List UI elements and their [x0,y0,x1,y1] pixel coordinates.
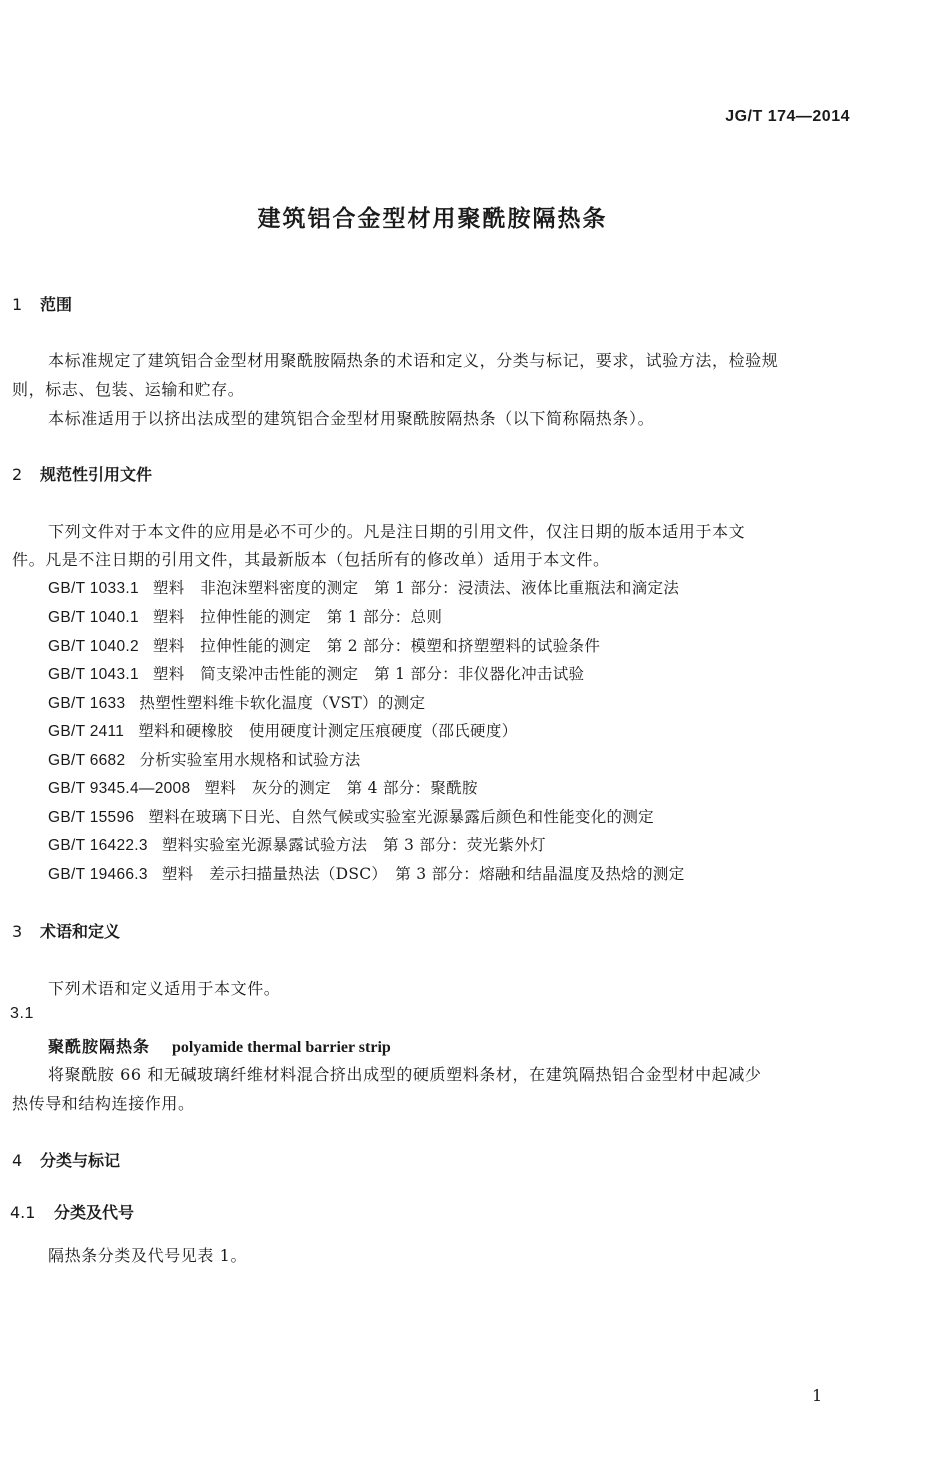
section-number: 1 [12,295,23,314]
reference-code: GB/T 1043.1 [48,666,139,683]
subsection-4-1-heading [10,1200,134,1223]
section-title: 规范性引用文件 [40,465,153,484]
reference-item [48,576,679,598]
term-chinese: 聚酰胺隔热条 [48,1037,151,1056]
reference-title: 塑料 非泡沫塑料密度的测定 第 1 部分：浸渍法、液体比重瓶法和滴定法 [152,579,680,597]
reference-item [48,805,654,827]
reference-title: 塑料 灰分的测定 第 4 部分：聚酰胺 [204,779,478,797]
scope-paragraph-line-1: 本标准规定了建筑铝合金型材用聚酰胺隔热条的术语和定义，分类与标记，要求，试验方法，检验规 [48,351,779,370]
reference-item [48,862,685,884]
reference-item [48,776,478,798]
section-1-heading [12,292,72,315]
section-2-heading [12,462,152,485]
term-entry [48,1034,391,1057]
reference-code: GB/T 9345.4—2008 [48,780,191,797]
reference-title: 塑料 拉伸性能的测定 第 2 部分：模塑和挤塑塑料的试验条件 [152,637,601,655]
terms-intro: 下列术语和定义适用于本文件。 [48,979,281,998]
reference-title: 分析实验室用水规格和试验方法 [139,751,361,769]
section-number: 3 [12,922,23,941]
reference-item [48,605,442,627]
reference-title: 塑料在玻璃下日光、自然气候或实验室光源暴露后颜色和性能变化的测定 [148,808,654,826]
reference-item [48,634,600,656]
reference-code: GB/T 2411 [48,723,125,740]
section-title: 术语和定义 [40,922,121,941]
reference-item [48,719,517,741]
document-title: 建筑铝合金型材用聚酰胺隔热条 [257,206,608,232]
reference-item [48,833,546,855]
page-number: 1 [812,1386,823,1405]
section-3-heading [12,919,120,942]
reference-code: GB/T 16422.3 [48,837,148,854]
reference-code: GB/T 1040.2 [48,638,139,655]
standard-code: JG/T 174—2014 [725,108,850,125]
section-4-heading [12,1148,120,1171]
section-title: 范围 [40,295,73,314]
reference-code: GB/T 19466.3 [48,866,148,883]
reference-title: 塑料实验室光源暴露试验方法 第 3 部分：荧光紫外灯 [161,836,546,854]
section-title: 分类与标记 [40,1151,121,1170]
reference-item [48,748,361,770]
subsection-title: 分类及代号 [54,1203,135,1222]
reference-code: GB/T 6682 [48,752,126,769]
term-definition-line-1: 将聚酰胺 66 和无碱玻璃纤维材料混合挤出成型的硬质塑料条材，在建筑隔热铝合金型材中起减少 [48,1065,762,1084]
reference-title: 热塑性塑料维卡软化温度（VST）的测定 [139,694,426,712]
term-english: polyamide thermal barrier strip [172,1039,391,1056]
reference-code: GB/T 1040.1 [48,609,139,626]
reference-title: 塑料 简支梁冲击性能的测定 第 1 部分：非仪器化冲击试验 [152,665,585,683]
references-intro-line-2: 件。凡是不注日期的引用文件，其最新版本（包括所有的修改单）适用于本文件。 [12,550,610,569]
scope-paragraph-line-2: 则，标志、包装、运输和贮存。 [12,380,245,399]
references-intro-line-1: 下列文件对于本文件的应用是必不可少的。凡是注日期的引用文件，仅注日期的版本适用于本文 [48,522,746,541]
reference-code: GB/T 1033.1 [48,580,139,597]
section-number: 2 [12,465,23,484]
subsection-number: 4.1 [10,1203,36,1222]
reference-item [48,691,425,713]
reference-title: 塑料和硬橡胶 使用硬度计测定压痕硬度（邵氏硬度） [138,722,518,740]
classification-text: 隔热条分类及代号见表 1。 [48,1246,248,1265]
term-definition-line-2: 热传导和结构连接作用。 [12,1094,195,1113]
reference-title: 塑料 差示扫描量热法（DSC） 第 3 部分：熔融和结晶温度及热焓的测定 [161,865,685,883]
reference-code: GB/T 15596 [48,809,135,826]
term-number: 3.1 [10,1005,35,1022]
reference-item [48,662,584,684]
reference-title: 塑料 拉伸性能的测定 第 1 部分：总则 [152,608,443,626]
scope-paragraph-2: 本标准适用于以挤出法成型的建筑铝合金型材用聚酰胺隔热条（以下简称隔热条）。 [48,409,655,428]
reference-code: GB/T 1633 [48,695,126,712]
section-number: 4 [12,1151,23,1170]
